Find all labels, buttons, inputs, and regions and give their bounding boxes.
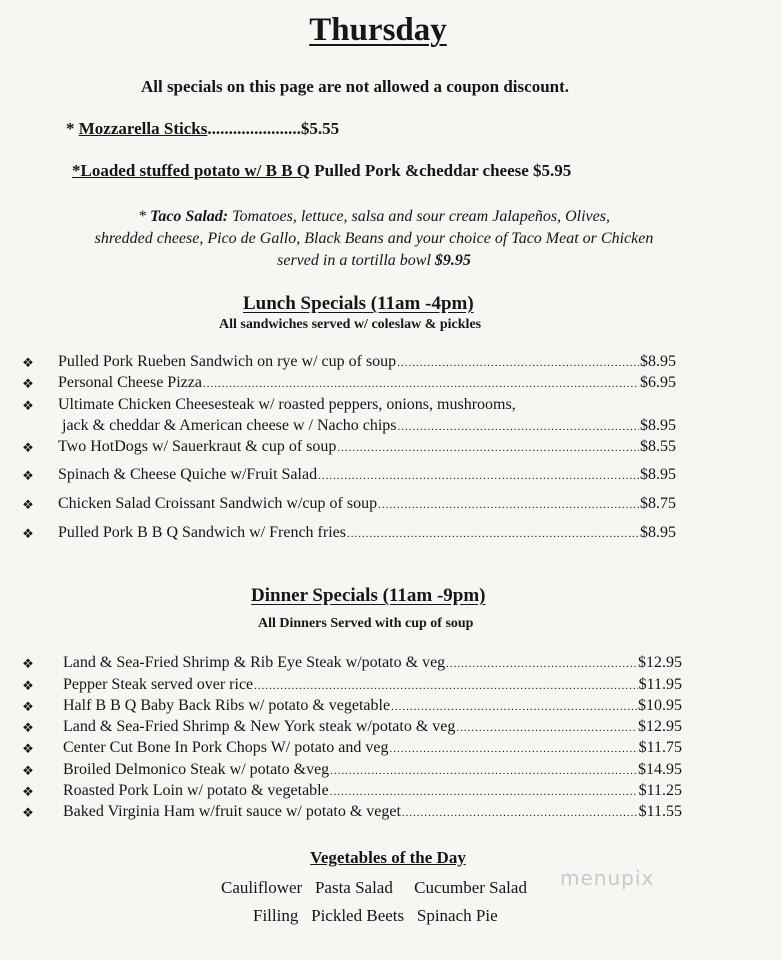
menu-item-price: $10.95 [638, 697, 682, 714]
menu-item-name: Two HotDogs w/ Sauerkraut & cup of soup [58, 438, 337, 455]
dot-leader [337, 442, 639, 454]
menu-item-price: $14.95 [638, 761, 682, 778]
menu-item [63, 761, 682, 779]
bullet-icon: ❖ [22, 376, 34, 391]
menu-item-price: $8.75 [640, 495, 676, 512]
menu-item [63, 676, 682, 694]
menu-item-name: Land & Sea-Fried Shrimp & Rib Eye Steak w/potato & veg [63, 654, 446, 671]
dot-leader [318, 470, 639, 482]
menu-item [63, 654, 682, 672]
menu-item [58, 396, 516, 414]
menu-item-price: $11.75 [638, 739, 682, 756]
bullet-icon: ❖ [22, 763, 34, 778]
menu-item-price: $12.95 [638, 654, 682, 671]
bullet-icon: ❖ [22, 355, 34, 370]
vegetable-item: Cucumber Salad [414, 878, 527, 897]
dot-leader [254, 680, 637, 692]
menu-item-name: Baked Virginia Ham w/fruit sauce w/ potato & veget [63, 803, 401, 820]
menu-item [58, 438, 676, 456]
vegetable-item: Spinach Pie [416, 906, 498, 925]
dot-leader [330, 765, 637, 777]
special-taco-salad: * Taco Salad: Tomatoes, lettuce, salsa and sour cream Jalapeños, Olives, shredded cheese, Pico de Gallo, Black Beans and your choice of Taco Meat or Chicken served in a tortilla bowl $9.95 [94, 208, 654, 269]
page-title: Thursday [309, 12, 447, 48]
vegetable-item: Filling [253, 906, 299, 925]
vegetables-row-2 [253, 906, 498, 926]
dot-leader [402, 807, 638, 819]
dot-leader [397, 357, 639, 369]
bullet-icon: ❖ [22, 720, 34, 735]
menu-item [58, 466, 676, 484]
menu-item [58, 353, 676, 371]
dinner-section-title: Dinner Specials (11am -9pm) [251, 585, 486, 606]
menu-item-name: Land & Sea-Fried Shrimp & New York steak w/potato & veg [63, 718, 456, 735]
bullet-icon: ❖ [22, 526, 34, 541]
menu-item-price: $11.55 [638, 803, 682, 820]
menu-item [63, 718, 682, 736]
menu-item [63, 739, 682, 757]
dot-leader [203, 378, 639, 390]
menu-item-name: Pulled Pork Rueben Sandwich on rye w/ cup of soup [58, 353, 397, 370]
menu-item [63, 697, 682, 715]
dot-leader [378, 499, 639, 511]
menu-item-name: Half B B Q Baby Back Ribs w/ potato & vegetable [63, 697, 391, 714]
dot-leader [446, 658, 637, 670]
menu-item-price: $8.55 [640, 438, 676, 455]
menu-item-name: Ultimate Chicken Cheesesteak w/ roasted peppers, onions, mushrooms, [58, 396, 516, 413]
bullet-icon: ❖ [22, 497, 34, 512]
menu-item-price: $6.95 [640, 374, 676, 391]
menu-item-price: $8.95 [640, 466, 676, 483]
special-mozzarella-sticks: * Mozzarella Sticks......................$5.55 [66, 119, 340, 138]
menu-item [63, 803, 682, 821]
menu-item-name: Chicken Salad Croissant Sandwich w/cup of soup [58, 495, 378, 512]
menupix-watermark: menupix [560, 866, 655, 890]
menu-item-price: $11.95 [638, 676, 682, 693]
menu-item [62, 417, 676, 435]
dot-leader [456, 722, 637, 734]
bullet-icon: ❖ [22, 805, 34, 820]
dinner-section-subtitle: All Dinners Served with cup of soup [258, 616, 474, 631]
menu-item-price: $8.95 [640, 353, 676, 370]
dot-leader [347, 528, 639, 540]
bullet-icon: ❖ [22, 398, 34, 413]
bullet-icon: ❖ [22, 784, 34, 799]
menu-item [58, 524, 676, 542]
lunch-section-title: Lunch Specials (11am -4pm) [243, 293, 474, 314]
bullet-icon: ❖ [22, 468, 34, 483]
menu-item [63, 782, 682, 800]
dot-leader [398, 421, 639, 433]
bullet-icon: ❖ [22, 699, 34, 714]
lunch-section-subtitle: All sandwiches served w/ coleslaw & pickles [219, 317, 482, 332]
special-loaded-potato: *Loaded stuffed potato w/ B B Q Pulled Pork &cheddar cheese $5.95 [72, 161, 572, 180]
menu-item-name: Broiled Delmonico Steak w/ potato &veg [63, 761, 330, 778]
bullet-icon: ❖ [22, 678, 34, 693]
menu-item-name: Roasted Pork Loin w/ potato & vegetable [63, 782, 329, 799]
vegetables-title: Vegetables of the Day [310, 848, 466, 867]
menu-item-name: Pulled Pork B B Q Sandwich w/ French fries [58, 524, 346, 541]
dot-leader [391, 701, 637, 713]
menu-item-price: $8.95 [640, 524, 676, 541]
menu-item-name: Pepper Steak served over rice [63, 676, 254, 693]
vegetable-item: Pasta Salad [314, 878, 393, 897]
menu-item-price: $8.95 [640, 417, 676, 434]
menu-item-price: $12.95 [638, 718, 682, 735]
dot-leader [330, 786, 638, 798]
coupon-notice: All specials on this page are not allowed a coupon discount. [140, 77, 570, 96]
menu-item [58, 374, 676, 392]
menu-item-name: jack & cheddar & American cheese w / Nacho chips [62, 417, 397, 434]
menu-item [58, 495, 676, 513]
menu-item-name: Spinach & Cheese Quiche w/Fruit Salad [58, 466, 318, 483]
dot-leader [389, 743, 637, 755]
bullet-icon: ❖ [22, 741, 34, 756]
vegetable-item: Pickled Beets [311, 906, 405, 925]
vegetable-item: Cauliflower [221, 878, 303, 897]
menu-item-name: Center Cut Bone In Pork Chops W/ potato and veg [63, 739, 389, 756]
menu-item-price: $11.25 [638, 782, 682, 799]
bullet-icon: ❖ [22, 440, 34, 455]
bullet-icon: ❖ [22, 656, 34, 671]
vegetables-row-1 [221, 878, 527, 898]
menu-item-name: Personal Cheese Pizza [58, 374, 202, 391]
